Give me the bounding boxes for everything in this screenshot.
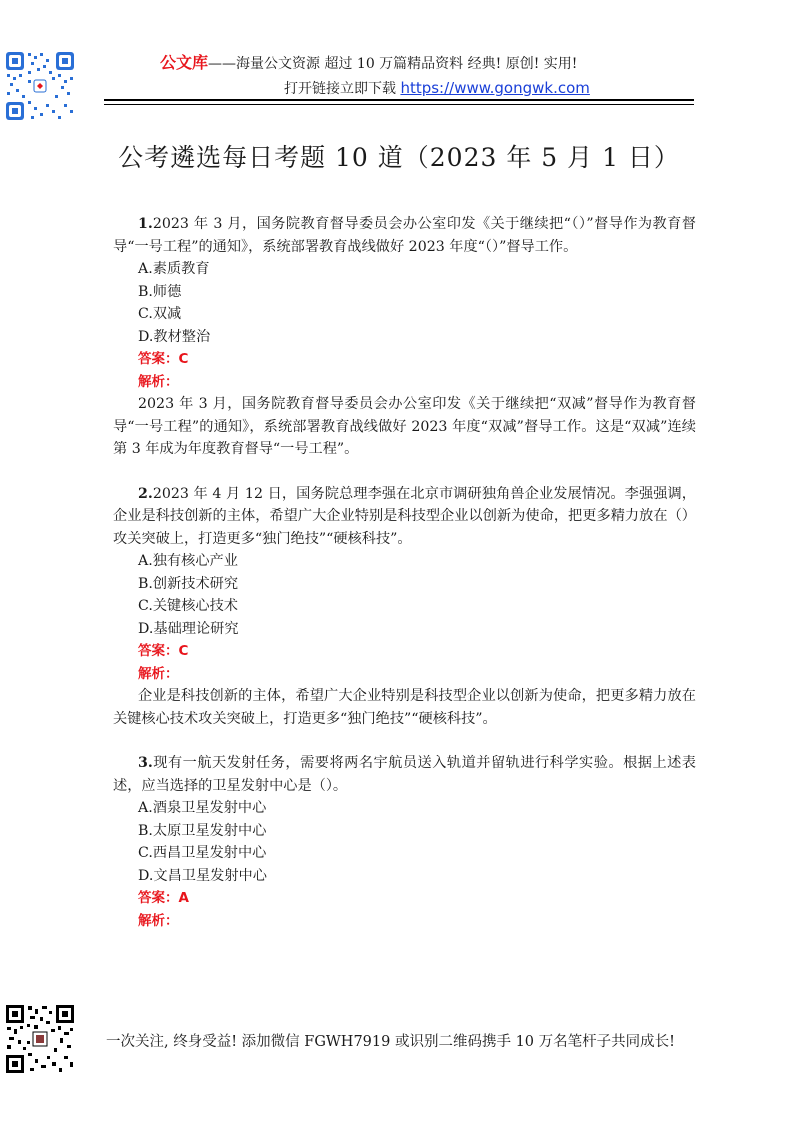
option-c: C.关键核心技术 — [138, 598, 238, 614]
explanation-label: 解析： — [138, 912, 179, 929]
download-prompt: 打开链接立即下载 — [284, 81, 401, 97]
question-item — [113, 483, 696, 731]
explanation-label: 解析： — [138, 665, 179, 682]
header-tagline: ——海量公文资源 超过 10 万篇精品资料 经典! 原创! 实用! — [208, 56, 578, 72]
header-tagline-line — [160, 50, 577, 73]
option-c: C.双减 — [138, 306, 182, 322]
option-d: D.教材整治 — [138, 328, 211, 345]
question-stem — [113, 483, 696, 551]
option-b: B.太原卫星发射中心 — [138, 822, 267, 839]
question-number: 2. — [138, 485, 153, 502]
footer-text: 一次关注, 终身受益! 添加微信 FGWH7919 或识别二维码携手 10 万名笔杆子共同成长! — [106, 1034, 675, 1050]
option-a: A.素质教育 — [138, 261, 210, 277]
question-stem — [113, 752, 696, 797]
option-d: D.文昌卫星发射中心 — [138, 867, 267, 884]
question-text: 2023 年 4 月 12 日，国务院总理李强在北京市调研独角兽企业发展情况。李强强调，企业是科技创新的主体，希望广大企业特别是科技型企业以创新为使命，把更多精力放在（）攻关突破上，打造更多“独门绝技”“硬核科技”。 — [113, 485, 696, 547]
explanation-label: 解析： — [138, 373, 179, 390]
qr-code-icon — [4, 50, 76, 122]
page-title: 公考遴选每日考题 10 道（2023 年 5 月 1 日） — [118, 143, 680, 172]
header-download-line — [284, 78, 590, 98]
option-d: D.基础理论研究 — [138, 620, 239, 637]
answer-label: 答案：A — [138, 890, 189, 906]
brand-name[interactable]: 公文库 — [160, 53, 209, 72]
question-item — [113, 752, 696, 932]
website-link[interactable]: https://www.gongwk.com — [400, 79, 590, 97]
answer-label: 答案：C — [138, 643, 189, 659]
answer-label: 答案：C — [138, 351, 189, 367]
header-divider — [104, 99, 694, 101]
question-text: 现有一航天发射任务，需要将两名宇航员送入轨道并留轨进行科学实验。根据上述表述，应当选择的卫星发射中心是（）。 — [113, 755, 696, 794]
qr-code-icon — [4, 1003, 76, 1075]
explanation-text: 2023 年 3 月，国务院教育督导委员会办公室印发《关于继续把“双减”督导作为教育督导“一号工程”的通知》，系统部署教育战线做好 2023 年度“双减”督导工作。这是“双减”连续第 3 年成为年度教育督导“一号工程”。 — [113, 396, 696, 457]
question-stem — [113, 213, 696, 258]
option-a: A.酒泉卫星发射中心 — [138, 800, 267, 816]
explanation-text: 企业是科技创新的主体，希望广大企业特别是科技型企业以创新为使命，把更多精力放在关键核心技术攻关突破上，打造更多“独门绝技”“硬核科技”。 — [113, 688, 696, 727]
question-list — [113, 213, 696, 932]
option-c: C.西昌卫星发射中心 — [138, 845, 267, 861]
option-a: A.独有核心产业 — [138, 553, 238, 569]
option-b: B.师德 — [138, 283, 182, 300]
header-divider-thin — [104, 104, 694, 105]
option-b: B.创新技术研究 — [138, 575, 239, 592]
question-number: 3. — [138, 755, 153, 771]
question-number: 1. — [138, 216, 153, 232]
question-text: 2023 年 3 月，国务院教育督导委员会办公室印发《关于继续把“（）”督导作为教育督导“一号工程”的通知》，系统部署教育战线做好 2023 年度“（）”督导工作。 — [113, 216, 696, 255]
question-item — [113, 213, 696, 461]
